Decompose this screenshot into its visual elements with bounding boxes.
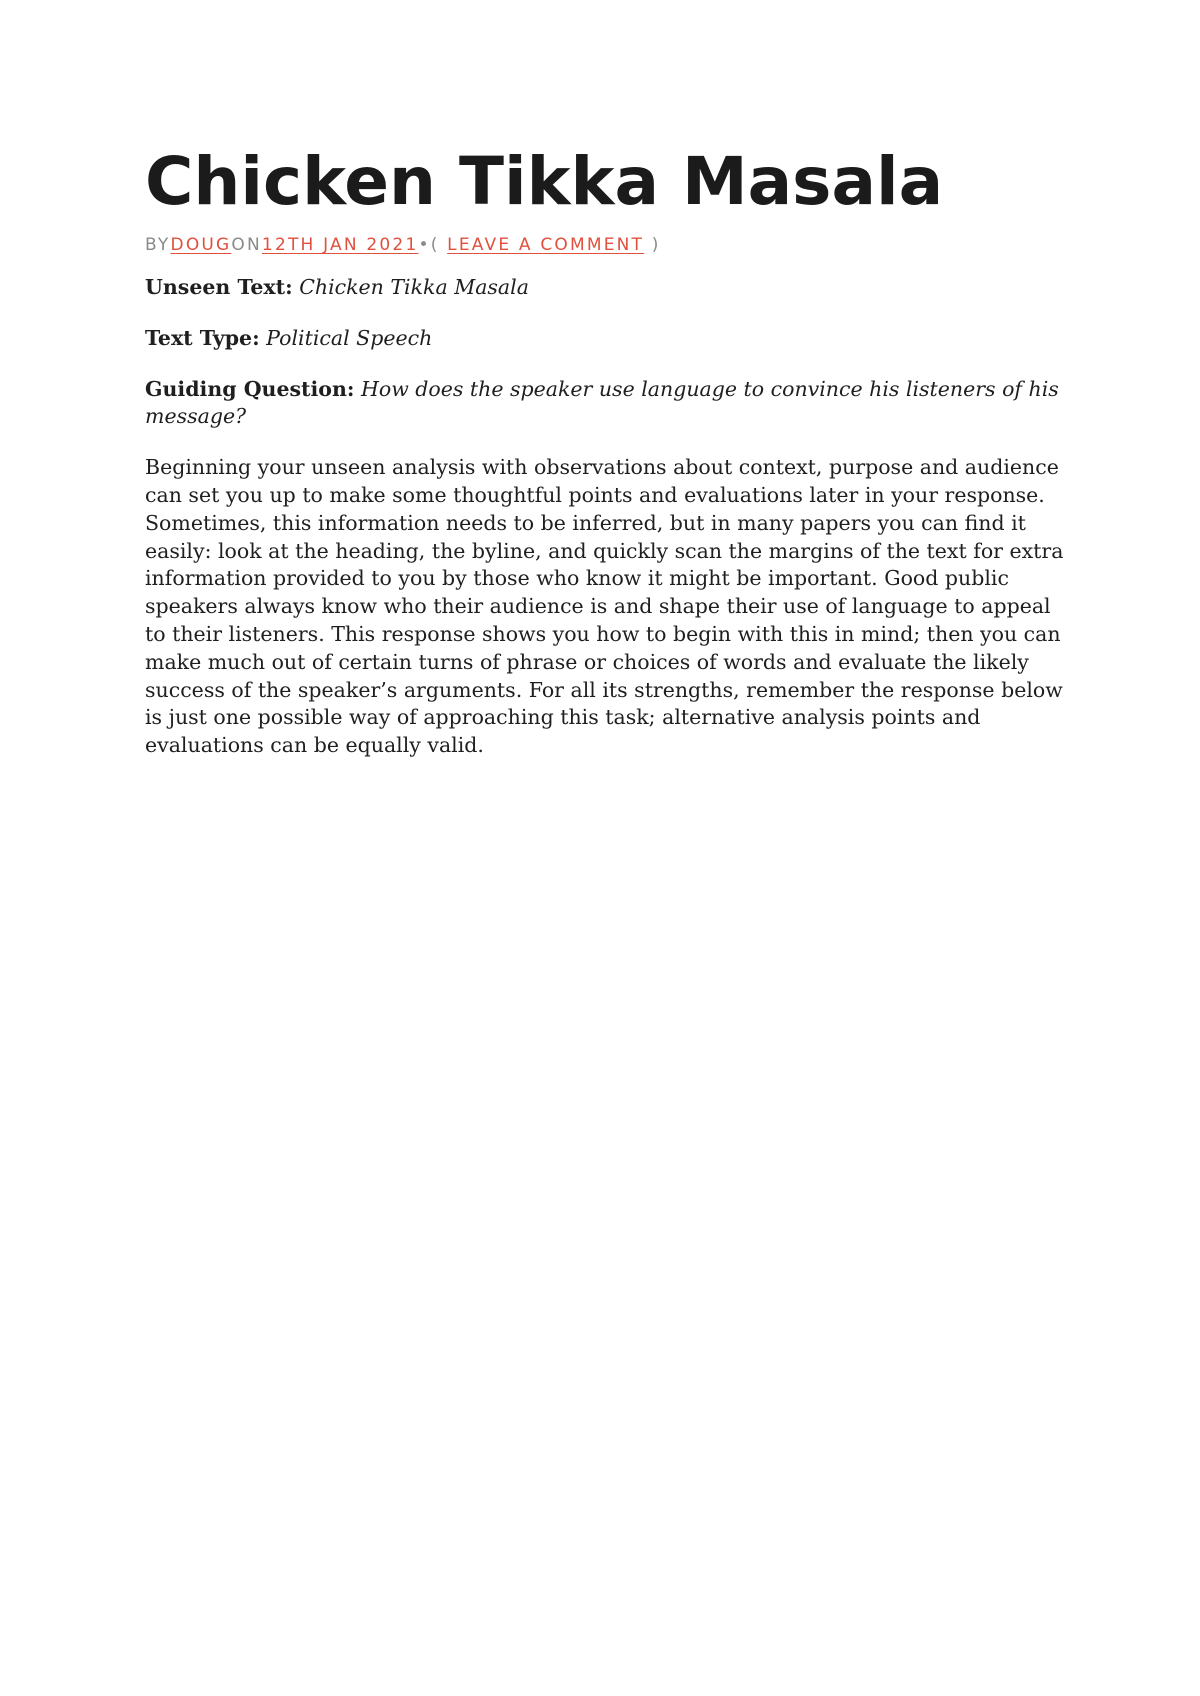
- byline-by-label: BY: [145, 235, 171, 255]
- post-content: [145, 274, 1065, 783]
- post-date-link[interactable]: 12TH JAN 2021: [261, 235, 419, 255]
- text-type-label: Text Type:: [145, 325, 260, 350]
- byline-on-label: ON: [231, 235, 262, 255]
- byline: [145, 233, 661, 257]
- unseen-text-label: Unseen Text:: [145, 275, 293, 299]
- leave-comment-link[interactable]: LEAVE A COMMENT: [447, 235, 645, 255]
- guiding-question-label: Guiding Question:: [145, 376, 355, 401]
- author-link[interactable]: DOUG: [170, 235, 232, 255]
- intro-paragraph: Beginning your unseen analysis with observations about context, purpose and audience can set you up to make some thoughtful points and evaluations later in your response. Sometimes, this information needs to be inferred, but in many papers you can find it easily: look at the heading, the byline, and quickly scan the margins of the text for extra information provided to you by those who know it might be important. Good public speakers always know who their audience is and shape their use of language to appeal to their listeners. This response shows you how to begin with this in mind; then you can make much out of certain turns of phrase or choices of words and evaluate the likely success of the speaker’s arguments. For all its strengths, remember the response below is just one possible way of approaching this task; alternative analysis points and evaluations can be equally valid.: [145, 455, 1064, 758]
- unseen-text-line: [145, 274, 1065, 302]
- byline-separator: •: [418, 235, 431, 255]
- post-title: Chicken Tikka Masala: [145, 143, 944, 220]
- guiding-question-value: How does the speaker use language to convince his listeners of his message?: [145, 376, 1059, 429]
- text-type-value: Political Speech: [266, 325, 433, 350]
- open-paren: (: [430, 235, 440, 255]
- guiding-question-line: [145, 376, 1065, 432]
- close-paren: ): [651, 235, 661, 255]
- text-type-line: [145, 325, 1065, 353]
- unseen-text-value: Chicken Tikka Masala: [299, 275, 529, 299]
